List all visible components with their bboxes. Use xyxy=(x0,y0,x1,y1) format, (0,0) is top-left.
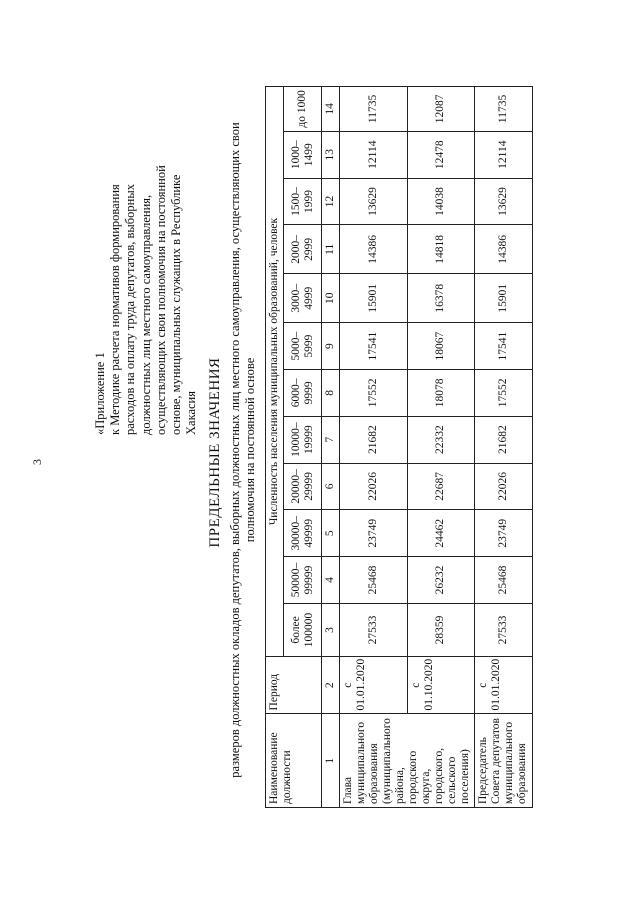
column-number: 10 xyxy=(322,274,340,323)
value-cell: 12478 xyxy=(407,131,475,178)
column-number: 2 xyxy=(322,657,340,714)
value-cell: 23749 xyxy=(340,510,408,557)
appendix-line: Хакасия xyxy=(184,391,199,435)
column-number: 9 xyxy=(322,323,340,370)
value-cell: 13629 xyxy=(475,178,533,225)
value-cell: 22332 xyxy=(407,416,475,463)
appendix-line: должностных лиц местного самоуправления, xyxy=(138,194,153,435)
value-cell: 21682 xyxy=(340,416,408,463)
bracket-cell: 1500–1999 xyxy=(284,178,322,225)
appendix-line: осуществляющих свои полномочия на постоянной xyxy=(153,165,168,435)
column-number: 8 xyxy=(322,369,340,416)
value-cell: 12087 xyxy=(407,87,475,132)
appendix-line: «Приложение 1 xyxy=(93,352,107,435)
value-cell: 22687 xyxy=(407,463,475,510)
value-cell: 22026 xyxy=(340,463,408,510)
value-cell: 21682 xyxy=(475,416,533,463)
bracket-cell: 2000–2999 xyxy=(284,225,322,274)
page-number: 3 xyxy=(30,459,44,465)
value-cell: 17552 xyxy=(340,369,408,416)
bracket-cell: 5000–5999 xyxy=(284,323,322,370)
column-number: 4 xyxy=(322,557,340,604)
value-cell: 18078 xyxy=(407,369,475,416)
table-row xyxy=(407,87,475,808)
table-row xyxy=(340,87,408,808)
column-number: 6 xyxy=(322,463,340,510)
value-cell: 23749 xyxy=(475,510,533,557)
value-cell: 14386 xyxy=(340,225,408,274)
document-title: ПРЕДЕЛЬНЫЕ ЗНАЧЕНИЯ xyxy=(207,357,223,548)
value-cell: 18067 xyxy=(407,323,475,370)
table-row xyxy=(475,87,533,808)
value-cell: 12114 xyxy=(475,131,533,178)
bracket-cell: 3000–4999 xyxy=(284,274,322,323)
bracket-cell: 10000–19999 xyxy=(284,416,322,463)
value-cell: 27533 xyxy=(340,603,408,656)
value-cell: 16378 xyxy=(407,274,475,323)
bracket-cell: 1000–1499 xyxy=(284,131,322,178)
bracket-cell: 6000–9999 xyxy=(284,369,322,416)
value-cell: 25468 xyxy=(340,557,408,604)
salary-table xyxy=(265,86,533,808)
value-cell: 14386 xyxy=(475,225,533,274)
column-number: 1 xyxy=(322,714,340,808)
appendix-line: к Методике расчета нормативов формирования xyxy=(108,184,123,435)
bracket-cell: 20000–29999 xyxy=(284,463,322,510)
period-cell: с 01.01.2020 xyxy=(340,657,408,714)
value-cell: 13629 xyxy=(340,178,408,225)
value-cell: 26232 xyxy=(407,557,475,604)
bracket-cell: 50000–99999 xyxy=(284,557,322,604)
value-cell: 15901 xyxy=(475,274,533,323)
period-cell: с 01.10.2020 xyxy=(407,657,475,714)
bracket-cell: более 100000 xyxy=(284,603,322,656)
column-number: 7 xyxy=(322,416,340,463)
column-number: 12 xyxy=(322,178,340,225)
column-number: 5 xyxy=(322,510,340,557)
value-cell: 11735 xyxy=(340,87,408,132)
value-cell: 12114 xyxy=(340,131,408,178)
position-name: Глава муниципального образования (муниципального района, городского округа, городского, сельского поселения) xyxy=(340,714,475,808)
position-name: Председатель Совета депутатов муниципального образования xyxy=(475,714,533,808)
value-cell: 11735 xyxy=(475,87,533,132)
appendix-line: расходов на оплату труда депутатов, выборных xyxy=(123,183,138,435)
column-number: 14 xyxy=(322,87,340,132)
value-cell: 17552 xyxy=(475,369,533,416)
appendix-line: основе, муниципальных служащих в Республике xyxy=(169,174,184,435)
value-cell: 15901 xyxy=(340,274,408,323)
value-cell: 17541 xyxy=(340,323,408,370)
header-population: Численность населения муниципальных образований, человек xyxy=(266,87,284,657)
value-cell: 14818 xyxy=(407,225,475,274)
value-cell: 27533 xyxy=(475,603,533,656)
period-cell: с 01.01.2020 xyxy=(475,657,533,714)
column-number-row xyxy=(322,87,340,808)
column-number: 3 xyxy=(322,603,340,656)
value-cell: 14038 xyxy=(407,178,475,225)
value-cell: 24462 xyxy=(407,510,475,557)
value-cell: 22026 xyxy=(475,463,533,510)
document-subtitle: размеров должностных окладов депутатов, выборных должностных лиц местного самоуправления, осуществляющих свои полномочия на постоянной основе xyxy=(228,122,257,778)
bracket-cell: 30000–49999 xyxy=(284,510,322,557)
header-period: Период xyxy=(266,657,322,714)
value-cell: 25468 xyxy=(475,557,533,604)
column-number: 13 xyxy=(322,131,340,178)
value-cell: 28359 xyxy=(407,603,475,656)
value-cell: 17541 xyxy=(475,323,533,370)
bracket-cell: до 1000 xyxy=(284,87,322,132)
column-number: 11 xyxy=(322,225,340,274)
header-position: Наименование должности xyxy=(266,714,322,808)
appendix-header xyxy=(93,105,199,435)
